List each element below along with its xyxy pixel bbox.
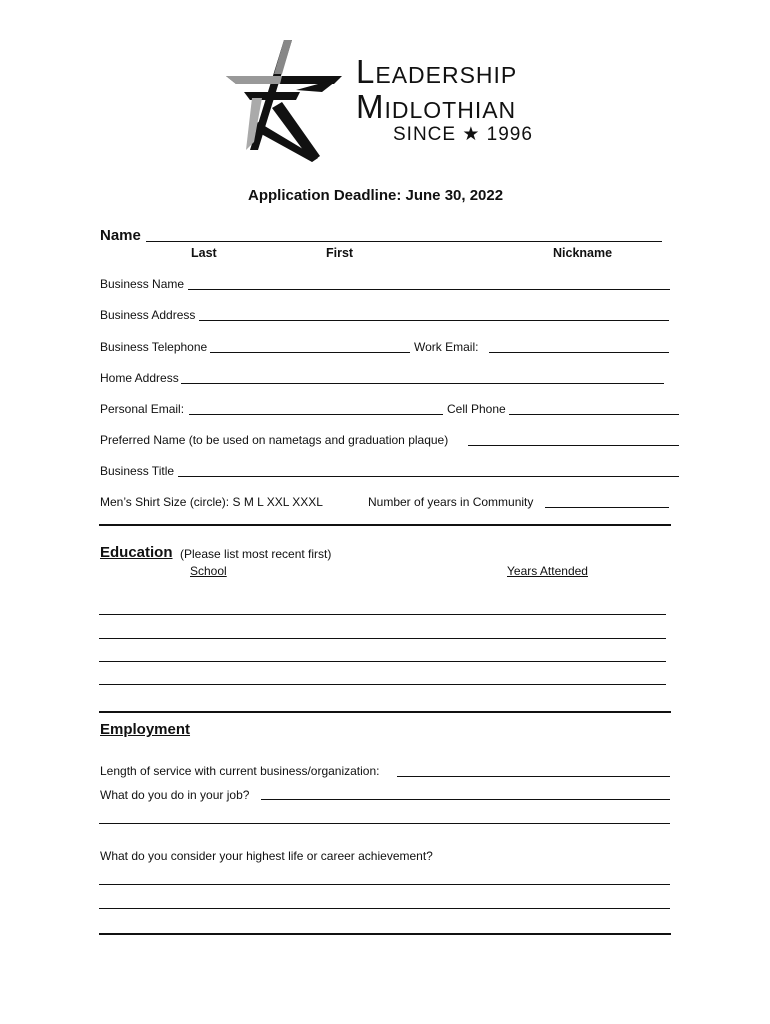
business-telephone-label: Business Telephone bbox=[100, 340, 208, 354]
section-divider bbox=[99, 524, 671, 526]
education-entry-line[interactable] bbox=[99, 684, 666, 685]
job-answer-line[interactable] bbox=[99, 823, 670, 824]
name-sub-last: Last bbox=[191, 246, 217, 260]
education-col-years: Years Attended bbox=[507, 564, 588, 578]
application-deadline: Application Deadline: June 30, 2022 bbox=[248, 187, 504, 204]
education-heading: Education bbox=[100, 544, 173, 561]
work-email-label: Work Email: bbox=[414, 340, 479, 354]
name-sub-first: First bbox=[326, 246, 354, 260]
name-label: Name bbox=[100, 227, 141, 244]
preferred-name-field[interactable] bbox=[468, 445, 679, 446]
achievement-question-label: What do you consider your highest life or career achievement? bbox=[100, 849, 433, 863]
section-divider bbox=[99, 711, 671, 713]
education-entry-line[interactable] bbox=[99, 638, 666, 639]
length-of-service-label: Length of service with current business/organization: bbox=[100, 764, 380, 778]
shirt-size-label: Men’s Shirt Size (circle): S M L XXL XXXL bbox=[100, 495, 323, 509]
name-field[interactable] bbox=[146, 241, 662, 242]
business-name-label: Business Name bbox=[100, 277, 185, 291]
years-in-community-field[interactable] bbox=[545, 507, 669, 508]
business-name-field[interactable] bbox=[188, 289, 670, 290]
job-question-label: What do you do in your job? bbox=[100, 788, 250, 802]
logo-since: SINCE ★ 1996 bbox=[393, 124, 533, 145]
education-entry-line[interactable] bbox=[99, 614, 666, 615]
star-logo-icon bbox=[222, 38, 342, 164]
achievement-answer-line[interactable] bbox=[99, 908, 670, 909]
name-sub-nickname: Nickname bbox=[553, 246, 613, 260]
business-title-label: Business Title bbox=[100, 464, 175, 478]
business-address-label: Business Address bbox=[100, 308, 196, 322]
logo-line1: Leadership bbox=[356, 53, 518, 90]
work-email-field[interactable] bbox=[489, 352, 669, 353]
preferred-name-label: Preferred Name (to be used on nametags and graduation plaque) bbox=[100, 433, 449, 447]
achievement-answer-line[interactable] bbox=[99, 884, 670, 885]
business-telephone-field[interactable] bbox=[210, 352, 410, 353]
section-divider bbox=[99, 933, 671, 935]
cell-phone-field[interactable] bbox=[509, 414, 679, 415]
personal-email-field[interactable] bbox=[189, 414, 443, 415]
education-entry-line[interactable] bbox=[99, 661, 666, 662]
business-title-field[interactable] bbox=[178, 476, 679, 477]
home-address-label: Home Address bbox=[100, 371, 179, 385]
education-col-school: School bbox=[190, 564, 227, 578]
years-in-community-label: Number of years in Community bbox=[368, 495, 534, 509]
employment-heading: Employment bbox=[100, 721, 191, 738]
logo-line2: Midlothian bbox=[356, 88, 517, 125]
cell-phone-label: Cell Phone bbox=[447, 402, 506, 416]
personal-email-label: Personal Email: bbox=[100, 402, 185, 416]
business-address-field[interactable] bbox=[199, 320, 669, 321]
job-answer-line[interactable] bbox=[261, 799, 670, 800]
length-of-service-field[interactable] bbox=[397, 776, 670, 777]
education-note: (Please list most recent first) bbox=[180, 547, 332, 561]
home-address-field[interactable] bbox=[181, 383, 664, 384]
